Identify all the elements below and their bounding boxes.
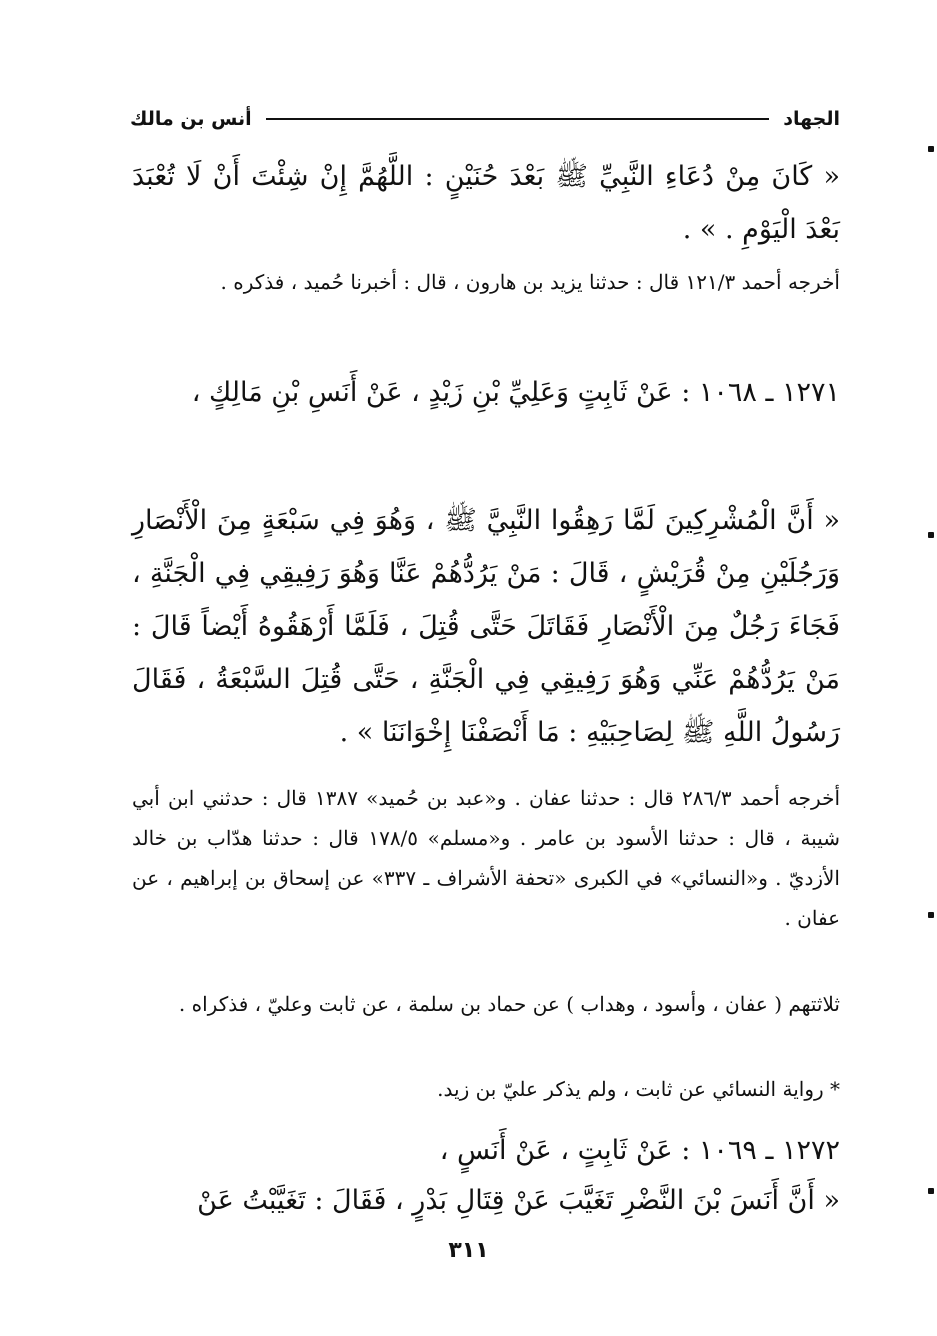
margin-mark (928, 912, 934, 918)
hadith-heading-1271: ١٢٧١ ـ ١٠٦٨ : عَنْ ثَابِتٍ وَعَلِيِّ بْنِ زَيْدٍ ، عَنْ أَنَسِ بْنِ مَالِكٍ ، (191, 377, 840, 408)
header-chapter: الجهاد (783, 108, 840, 130)
hadith-text-1272: « أَنَّ أَنَسَ بْنَ النَّضْرِ تَغَيَّبَ عَنْ قِتَالِ بَدْرٍ ، فَقَالَ : تَغَيَّبْتُ عَنْ (197, 1185, 840, 1216)
header-rule (266, 118, 770, 120)
hadith-text-1: « كَانَ مِنْ دُعَاءِ النَّبِيِّ ﷺ بَعْدَ حُنَيْنٍ : اللَّهُمَّ إِنْ شِئْتَ أَنْ لَا تُعْبَدَ بَعْدَ الْيَوْمِ . » . (132, 161, 840, 245)
header-section: أنس بن مالك (130, 108, 252, 130)
page-number: ٣١١ (448, 1238, 489, 1263)
margin-mark (928, 532, 934, 538)
hadith-text-1271: « أَنَّ الْمُشْرِكِينَ لَمَّا رَهِقُوا النَّبِيَّ ﷺ ، وَهُوَ فِي سَبْعَةٍ مِنَ الْأَنْصَارِ وَرَجُلَيْنِ مِنْ قُرَيْشٍ ، قَالَ : مَنْ يَرُدُّهُمْ عَنَّا وَهُوَ رَفِيقِي فِي الْجَنَّةِ ، فَجَاءَ رَجُلٌ مِنَ الْأَنْصَارِ فَقَاتَلَ حَتَّى قُتِلَ ، فَلَمَّا أَرْهَقُوهُ أَيْضاً قَالَ : مَنْ يَرُدُّهُمْ عَنِّي وَهُوَ رَفِيقِي فِي الْجَنَّةِ ، حَتَّى قُتِلَ السَّبْعَةُ ، فَقَالَ رَسُولُ اللَّهِ ﷺ لِصَاحِبَيْهِ : مَا أَنْصَفْنَا إِخْوَانَنَا » . (132, 505, 840, 748)
margin-mark (928, 146, 934, 152)
takhrij-1: أخرجه أحمد ١٢١/٣ قال : حدثنا يزيد بن هارون ، قال : أخبرنا حُميد ، فذكره . (220, 270, 840, 294)
takhrij-1271: أخرجه أحمد ٢٨٦/٣ قال : حدثنا عفان . و«عبد بن حُميد» ١٣٨٧ قال : حدثني ابن أبي شيبة ، قال : حدثنا الأسود بن عامر . و«مسلم» ١٧٨/٥ قال : حدثنا هدّاب بن خالد الأزديّ . و«النسائي» في الكبرى «تحفة الأشراف ـ ٣٣٧» عن إسحاق بن إبراهيم ، عن عفان . (132, 786, 840, 930)
takhrij-summary: ثلاثتهم ( عفان ، وأسود ، وهداب ) عن حماد بن سلمة ، عن ثابت وعليّ ، فذكراه . (178, 992, 840, 1016)
running-header (130, 104, 840, 134)
footnote: * رواية النسائي عن ثابت ، ولم يذكر عليّ بن زيد. (437, 1077, 840, 1101)
margin-mark (928, 1188, 934, 1194)
hadith-heading-1272: ١٢٧٢ ـ ١٠٦٩ : عَنْ ثَابِتٍ ، عَنْ أَنَسٍ ، (439, 1135, 840, 1166)
